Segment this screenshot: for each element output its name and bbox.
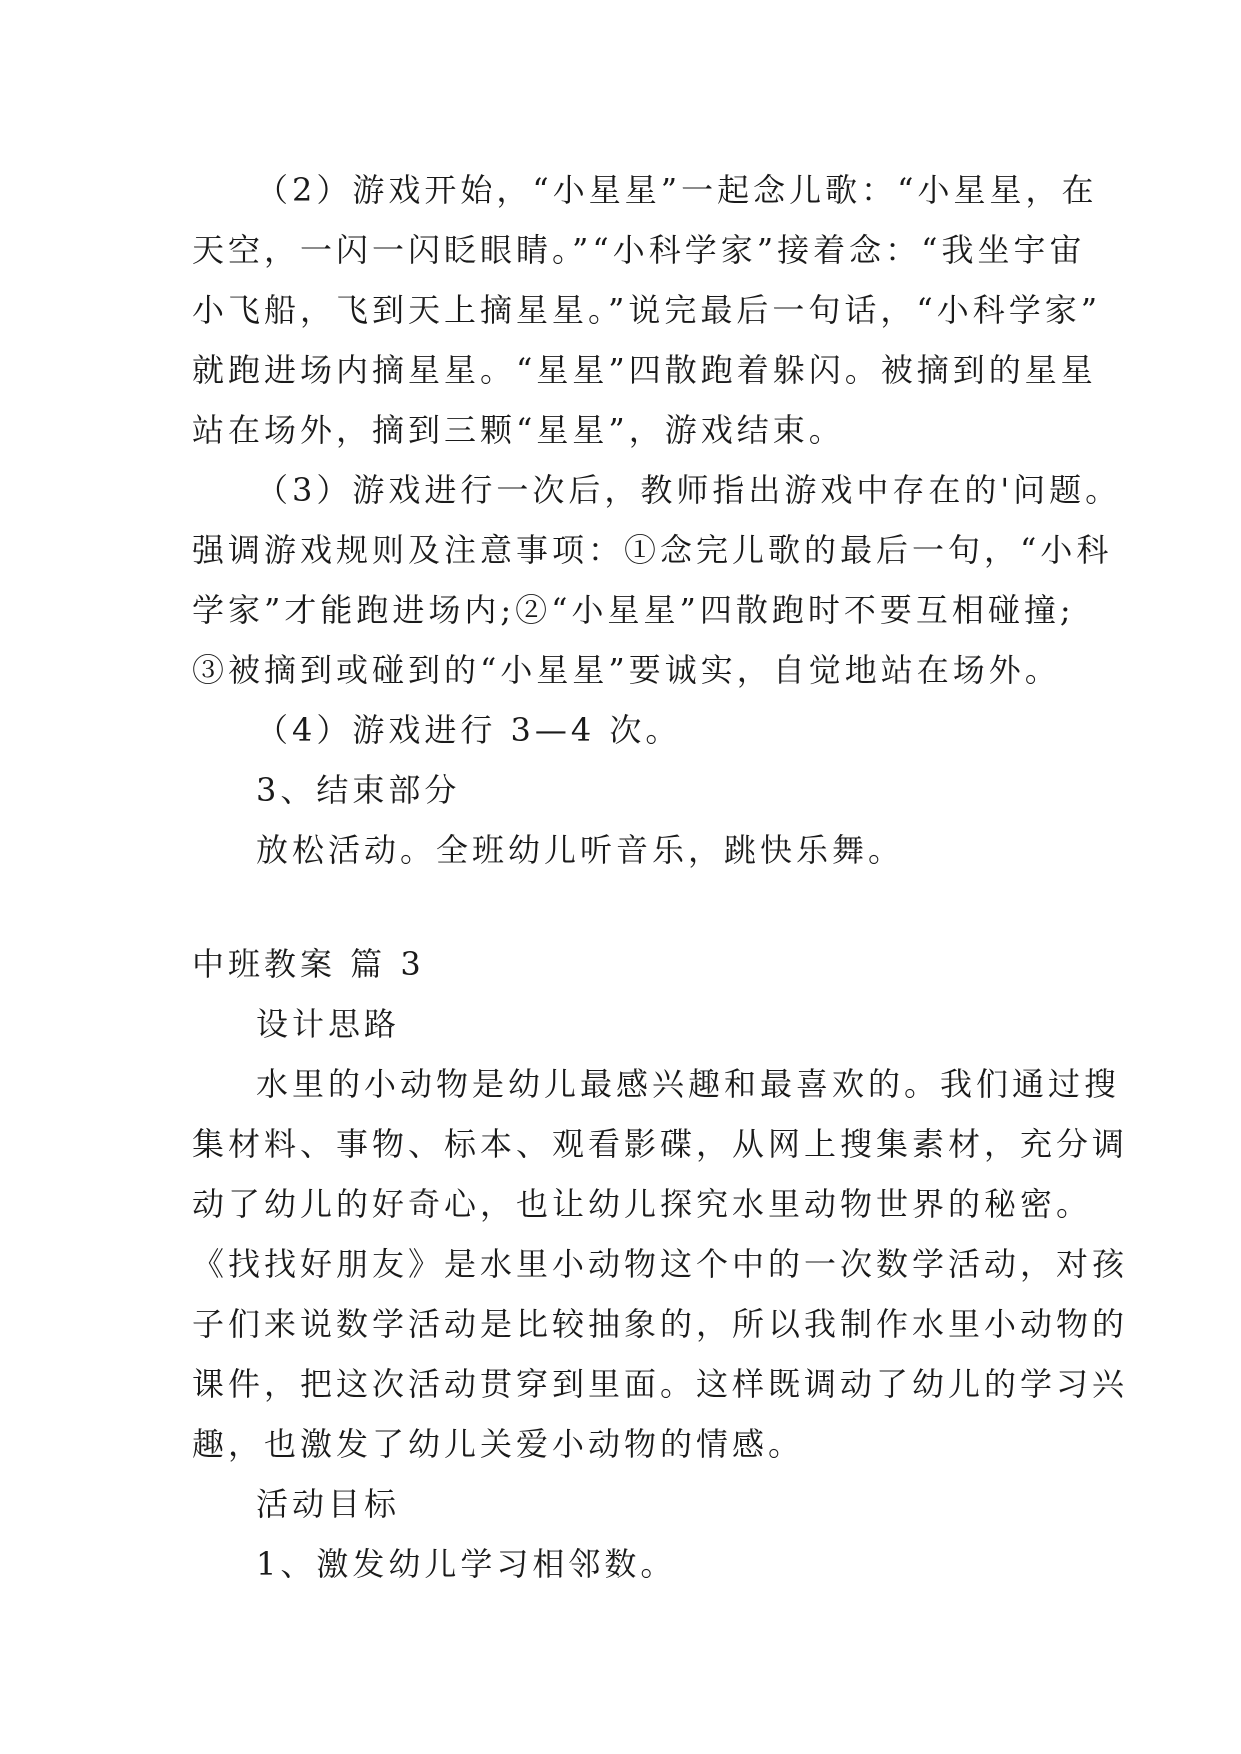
text-line: ③被摘到或碰到的“小星星”要诚实，自觉地站在场外。: [192, 651, 1061, 689]
text-line: （3）游戏进行一次后，教师指出游戏中存在的'问题。: [256, 471, 1122, 509]
paragraph-design: [192, 1054, 1129, 1474]
text-line: 就跑进场内摘星星。“星星”四散跑着躲闪。被摘到的星星: [192, 351, 1097, 389]
lesson-title: [192, 934, 1062, 994]
paragraph-ending: [192, 820, 1062, 880]
text-line: 集材料、事物、标本、观看影碟，从网上搜集素材，充分调: [192, 1125, 1129, 1163]
text-line: 站在场外，摘到三颗“星星”，游戏结束。: [192, 411, 845, 449]
text-line: 1、激发幼儿学习相邻数。: [256, 1545, 677, 1583]
goals-heading: [192, 1474, 1062, 1534]
text-line: 放松活动。全班幼儿听音乐，跳快乐舞。: [256, 831, 905, 869]
paragraph-game-step-3: [192, 460, 1122, 700]
document-page: [192, 160, 1129, 1594]
paragraph-game-step-4: [192, 700, 1062, 760]
paragraph-game-step-2: [192, 160, 1102, 460]
text-line: 学家”才能跑进场内;②“小星星”四散跑时不要互相碰撞;: [192, 591, 1075, 629]
ending-heading: [192, 760, 1062, 820]
paragraph-goal-1: [192, 1534, 1062, 1594]
text-line: 趣，也激发了幼儿关爱小动物的情感。: [192, 1425, 805, 1463]
text-line: （4）游戏进行 3—4 次。: [256, 711, 682, 749]
text-line: 动了幼儿的好奇心，也让幼儿探究水里动物世界的秘密。: [192, 1185, 1093, 1223]
text-line: 《找找好朋友》是水里小动物这个中的一次数学活动，对孩: [192, 1245, 1129, 1283]
text-line: 课件，把这次活动贯穿到里面。这样既调动了幼儿的学习兴: [192, 1365, 1129, 1403]
text-line: （2）游戏开始，“小星星”一起念儿歌：“小星星，在: [256, 171, 1098, 209]
section-heading-text: 设计思路: [256, 1005, 401, 1043]
text-line: 子们来说数学活动是比较抽象的，所以我制作水里小动物的: [192, 1305, 1129, 1343]
lesson-title-text: 中班教案 篇 3: [192, 945, 425, 983]
text-line: 强调游戏规则及注意事项：①念完儿歌的最后一句，“小科: [192, 531, 1113, 569]
section-heading-text: 3、结束部分: [256, 771, 461, 809]
section-heading-text: 活动目标: [256, 1485, 401, 1523]
text-line: 天空，一闪一闪眨眼睛。”“小科学家”接着念：“我坐宇宙: [192, 231, 1086, 269]
design-heading: [192, 994, 1062, 1054]
text-line: 水里的小动物是幼儿最感兴趣和最喜欢的。我们通过搜: [256, 1065, 1121, 1103]
text-line: 小飞船，飞到天上摘星星。”说完最后一句话，“小科学家”: [192, 291, 1102, 329]
